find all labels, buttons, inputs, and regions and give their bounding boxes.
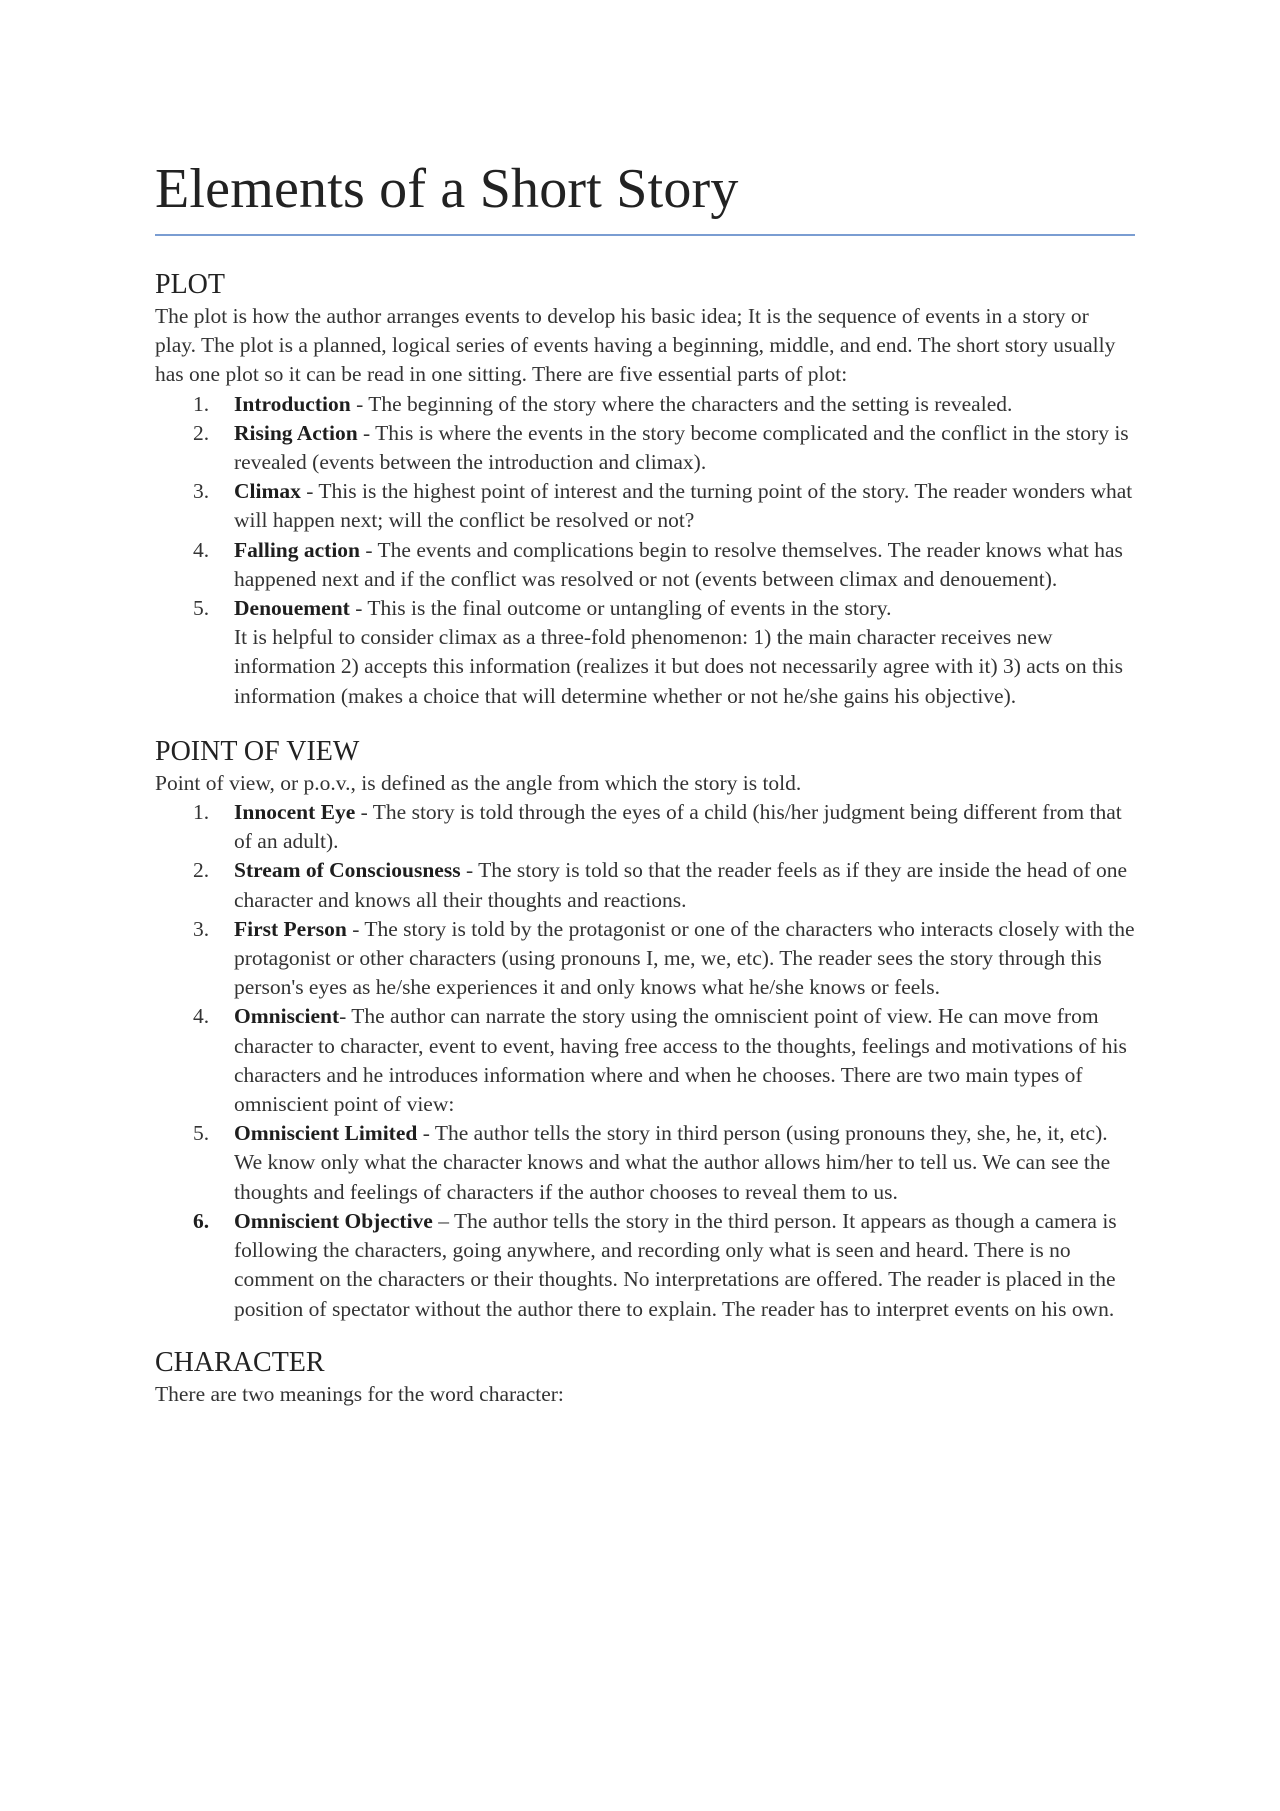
- pov-intro: Point of view, or p.o.v., is defined as the angle from which the story is told.: [155, 770, 802, 795]
- title-underline: [155, 234, 1135, 236]
- character-intro: There are two meanings for the word character:: [155, 1381, 564, 1406]
- list-item: [155, 1119, 1135, 1207]
- document-page: [155, 150, 1135, 1409]
- list-number: 3.: [193, 916, 210, 941]
- list-term: Omniscient Objective: [234, 1208, 433, 1233]
- section-heading-character: CHARACTER: [155, 1346, 325, 1378]
- list-number: 3.: [193, 479, 210, 504]
- list-text: - The events and complications begin to resolve themselves. The reader knows what has happened next and if the conflict was resolved or not (events between climax and denouement).: [234, 537, 1123, 591]
- list-text: - The author tells the story in third person (using pronouns they, she, he, it, etc). We know only what the character knows and what the author allows him/her to tell us. We can see the thoughts and feelings of characters if the author chooses to reveal them to us.: [234, 1121, 1111, 1204]
- climax-note: It is helpful to consider climax as a three-fold phenomenon: 1) the main character receives new information 2) accepts this information (realizes it but does not necessarily agree with it) 3) acts on this information (makes a choice that will determine whether or not he/she gains his objective).: [234, 625, 1124, 708]
- list-number: 2.: [193, 420, 210, 445]
- list-number: 4.: [193, 537, 210, 562]
- list-item: [155, 1207, 1135, 1324]
- list-item: [155, 390, 1135, 419]
- list-text: - The author can narrate the story using the omniscient point of view. He can move from character to character, event to event, having free access to the thoughts, feelings and motivations of his characters and he introduces information where and when he chooses. There are two main types of omniscient point of view:: [234, 1004, 1127, 1117]
- list-number: 1.: [193, 800, 210, 825]
- list-item: [155, 536, 1135, 594]
- pov-types-list: [155, 798, 1135, 1324]
- list-term: Falling action: [234, 537, 361, 562]
- list-term: Climax: [234, 479, 301, 504]
- list-text: - The story is told so that the reader feels as if they are inside the head of one character and knows all their thoughts and reactions.: [234, 858, 1128, 912]
- list-item: [155, 477, 1135, 535]
- list-text: - The story is told through the eyes of a child (his/her judgment being different from that of an adult).: [234, 800, 1122, 854]
- document-title: Elements of a Short Story: [155, 158, 739, 220]
- plot-parts-list: [155, 390, 1135, 711]
- list-text: - This is where the events in the story become complicated and the conflict in the story is revealed (events between the introduction and climax).: [234, 420, 1129, 475]
- list-number: 1.: [193, 391, 210, 416]
- list-term: Rising Action: [234, 420, 358, 445]
- plot-intro: The plot is how the author arranges events to develop his basic idea; It is the sequence of events in a story or play. The plot is a planned, logical series of events having a beginning, middle, and end. The short story usually has one plot so it can be read in one sitting. There are five essential parts of plot:: [155, 304, 1116, 387]
- list-item: [155, 594, 1135, 711]
- section-heading-plot: PLOT: [155, 269, 225, 300]
- list-item: [155, 419, 1135, 477]
- list-number: 2.: [193, 858, 210, 883]
- list-number: 5.: [193, 1121, 210, 1146]
- list-text: - This is the final outcome or untangling of events in the story.: [349, 596, 892, 621]
- list-item: [155, 915, 1135, 1003]
- list-number: 5.: [193, 596, 210, 621]
- list-term: Introduction: [234, 391, 351, 416]
- list-term: Omniscient Limited: [234, 1121, 418, 1146]
- list-term: Denouement: [234, 596, 350, 621]
- list-term: First Person: [234, 916, 347, 941]
- list-number: 4.: [193, 1004, 210, 1029]
- list-item: [155, 856, 1135, 914]
- list-number: 6.: [193, 1208, 210, 1233]
- list-item: [155, 798, 1135, 856]
- list-text: - The story is told by the protagonist or one of the characters who interacts closely with the protagonist or other characters (using pronouns I, me, we, etc). The reader sees the story through this person's eyes as he/she experiences it and only knows what he/she knows or feels.: [234, 916, 1135, 1000]
- list-text: – The author tells the story in the third person. It appears as though a camera is following the characters, going anywhere, and recording only what is seen and heard. There is no comment on the characters or their thoughts. No interpretations are offered. The reader is placed in the position of spectator without the author there to explain. The reader has to interpret events on his own.: [234, 1208, 1117, 1321]
- list-text: - This is the highest point of interest and the turning point of the story. The reader wonders what will happen next; will the conflict be resolved or not?: [234, 479, 1133, 533]
- section-heading-point-of-view: POINT OF VIEW: [155, 735, 360, 767]
- list-text: - The beginning of the story where the characters and the setting is revealed.: [350, 391, 1013, 416]
- list-term: Stream of Consciousness: [234, 858, 461, 883]
- list-item: [155, 1002, 1135, 1119]
- list-term: Innocent Eye: [234, 800, 356, 825]
- list-term: Omniscient: [234, 1004, 340, 1029]
